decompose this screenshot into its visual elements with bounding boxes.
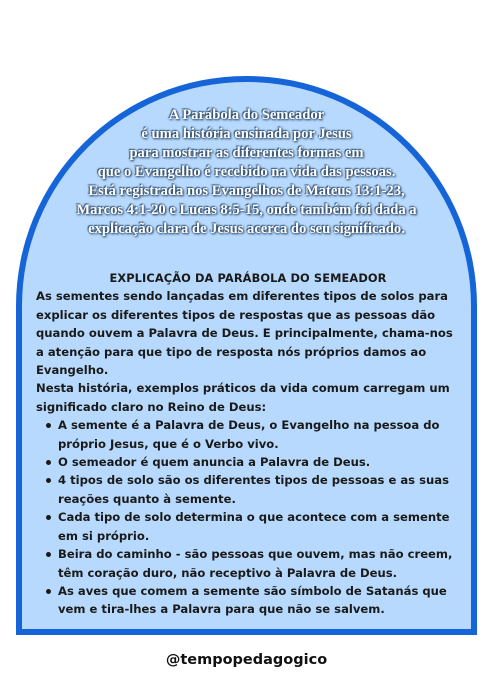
list-item [36,508,460,545]
list-item-text: Beira do caminho - são pessoas que ouvem, mas não creem, têm coração duro, não receptivo à Palavra de Deus. [58,547,453,580]
list-item-text: Cada tipo de solo determina o que acontece com a semente em si próprio. [58,510,450,543]
paragraph: As sementes sendo lançadas em diferentes tipos de solos para explicar os diferentes tipos de respostas que as pessoas dão quando ouvem a Palavra de Deus. E principalmente, chama-nos a atenção para que tipo de resposta nós próprios damos ao Evangelho. [36,289,453,378]
list-item-text: O semeador é quem anuncia a Palavra de Deus. [58,455,371,470]
list-item [36,453,460,471]
social-handle: @tempopedagogico [165,652,328,668]
points-list [36,416,460,618]
list-item [36,471,460,508]
list-item [36,545,460,582]
intro-line: Marcos 4:1-20 e Lucas 8:5-15, onde também foi dada a [76,202,417,218]
list-item-text: 4 tipos de solo são os diferentes tipos de pessoas e as suas reações quanto à semente. [58,473,449,506]
list-item [36,416,460,453]
intro-line: que o Evangelho é recebido na vida das pessoas. [97,164,396,180]
bullet-icon [46,423,51,428]
list-item-text: A semente é a Palavra de Deus, o Evangelho na pessoa do próprio Jesus, que é o Verbo vivo. [58,418,440,451]
intro-line: Está registrada nos Evangelhos de Mateus 13:1-23, [88,183,405,199]
list-item [36,582,460,619]
explanation-section [36,269,460,619]
intro-line: A Parábola do Semeador [168,107,325,123]
bullet-icon [46,589,51,594]
intro-line: é uma história ensinada por Jesus [141,126,352,142]
bullet-icon [46,460,51,465]
intro-text [30,106,463,239]
intro-line: explicação clara de Jesus acerca do seu significado. [88,221,405,237]
bullet-icon [46,478,51,483]
list-item-text: As aves que comem a semente são símbolo de Satanás que vem e tira-lhes a Palavra para que não se salvem. [58,583,447,617]
intro-line: para mostrar as diferentes formas em [129,145,364,161]
bullet-icon [46,552,51,557]
section-title: EXPLICAÇÃO DA PARÁBOLA DO SEMEADOR [109,271,387,285]
bullet-icon [46,515,51,520]
paragraph: Nesta história, exemplos práticos da vida comum carregam um significado claro no Reino de Deus: [36,381,450,414]
